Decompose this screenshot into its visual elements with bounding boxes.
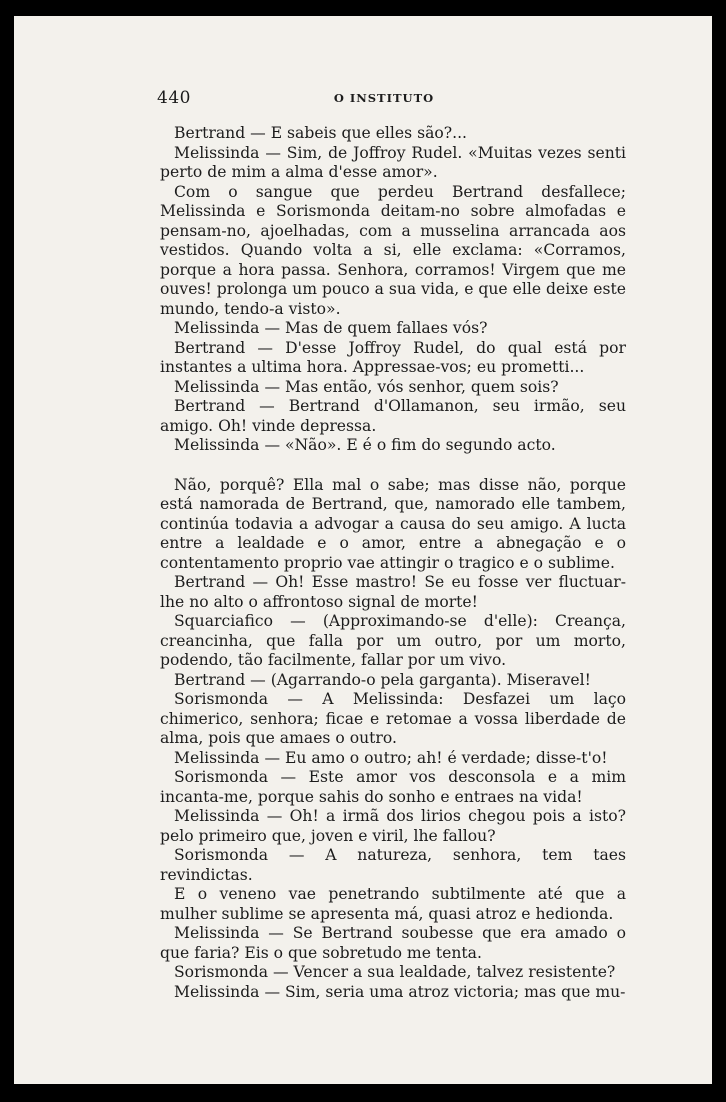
paragraph: Melissinda — Sim, seria uma atroz victoria; mas que mu- xyxy=(174,982,626,1001)
paragraph: Melissinda — Se Bertrand soubesse que era amado o que faria? Eis o que sobretudo me tenta. xyxy=(160,924,626,962)
paragraph: Sorismonda — Vencer a sua lealdade, talvez resistente? xyxy=(174,963,616,981)
paragraph: Melissinda — «Não». E é o fim do segundo acto. xyxy=(174,436,556,454)
paragraph: Bertrand — D'esse Joffroy Rudel, do qual está por instantes a ultima hora. Appressae-vos; eu prometti... xyxy=(160,338,626,376)
paragraph: Bertrand — E sabeis que elles são?... xyxy=(174,124,468,142)
paragraph: Sorismonda — A Melissinda: Desfazei um laço chimerico, senhora; ficae e retomae a vossa liberdade de alma, pois que amaes o outro. xyxy=(160,690,626,747)
paragraph: Melissinda — Mas então, vós senhor, quem sois? xyxy=(174,377,559,396)
paragraph: Com o sangue que perdeu Bertrand desfallece; Melissinda e Sorismonda deitam-no sobre almofadas e pensam-no, ajoelhadas, com a musselina arrancada aos vestidos. Quando volta a si, elle exclama: «Corramos, porque a hora passa. Senhora, corramos! Virgem que me ouves! prolonga um pouco a sua vida, e que elle deixe este mundo, tendo-a visto». xyxy=(160,182,626,318)
body-text xyxy=(160,124,626,1002)
running-title: O INSTITUTO xyxy=(333,91,435,105)
paragraph: Squarciafico — (Approximando-se d'elle): Creança, creancinha, que falla por um outro, por um morto, podendo, tão facilmente, fallar por um vivo. xyxy=(160,612,626,669)
paragraph: Bertrand — Bertrand d'Ollamanon, seu irmão, seu amigo. Oh! vinde depressa. xyxy=(160,397,626,435)
paragraph: Melissinda — Oh! a irmã dos lirios chegou pois a isto? pelo primeiro que, joven e viril, lhe fallou? xyxy=(160,807,626,845)
page-number: 440 xyxy=(157,88,191,108)
paragraph: Não, porquê? Ella mal o sabe; mas disse não, porque está namorada de Bertrand, que, namorado elle tambem, continúa todavia a advogar a causa do seu amigo. A lucta entre a lealdade e o amor, entre a abnegação e o contentamento proprio vae attingir o tragico e o sublime. xyxy=(160,475,626,572)
paragraph: Melissinda — Eu amo o outro; ah! é verdade; disse-t'o! xyxy=(174,748,608,767)
paragraph: Bertrand — (Agarrando-o pela garganta). Miseravel! xyxy=(174,670,591,689)
paragraph: Sorismonda — A natureza, senhora, tem taes revindictas. xyxy=(160,846,626,884)
paragraph: Sorismonda — Este amor vos desconsola e a mim incanta-me, porque sahis do sonho e entraes na vida! xyxy=(160,768,626,806)
book-page xyxy=(14,16,712,1084)
page-header xyxy=(14,88,712,108)
paragraph: Bertrand — Oh! Esse mastro! Se eu fosse ver fluctuar-lhe no alto o affrontoso signal de morte! xyxy=(160,573,626,611)
paragraph: Melissinda — Mas de quem fallaes vós? xyxy=(174,319,488,337)
paragraph: Melissinda — Sim, de Joffroy Rudel. «Muitas vezes senti perto de mim a alma d'esse amor». xyxy=(160,143,626,181)
paragraph: E o veneno vae penetrando subtilmente até que a mulher sublime se apresenta má, quasi atroz e hedionda. xyxy=(160,885,626,923)
